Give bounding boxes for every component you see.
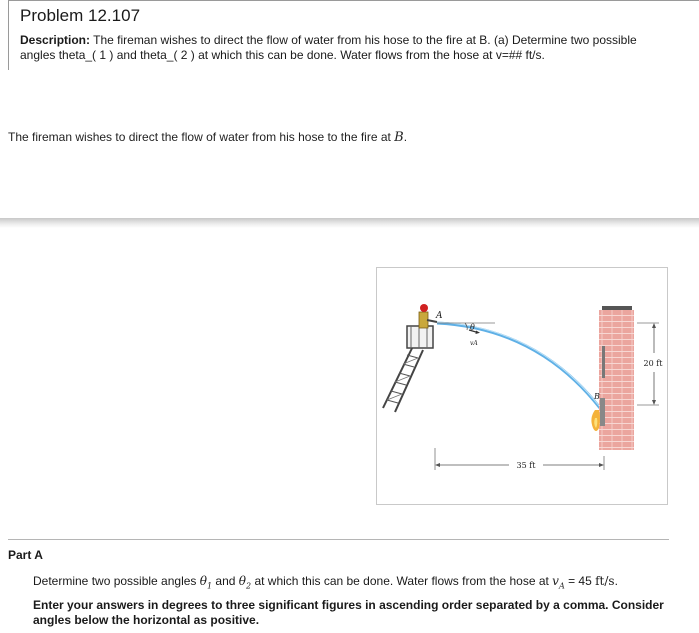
velocity-subscript: A [558,581,565,591]
section-divider [0,218,699,228]
velocity-letter: v [552,574,559,588]
intro-text: The fireman wishes to direct the flow of water from his hose to the fire at [8,130,395,144]
description-label: Description: [20,33,91,47]
part-a-heading: Part A [8,548,43,562]
velocity-value: = 45 [564,574,596,588]
q1-text-start: Determine two possible angles [33,574,200,588]
theta2-letter: θ [238,574,247,588]
problem-figure [376,267,668,505]
part-a-question [33,574,618,590]
q1-end: . [614,574,618,588]
problem-intro [8,130,407,145]
brick-wall [599,306,634,450]
theta1-symbol [199,574,213,591]
water-stream [437,322,600,408]
part-divider [8,539,669,540]
label-b: B [594,392,600,401]
header-border-top [8,0,699,1]
label-theta: θ [470,323,475,332]
header-border-left [8,0,9,70]
description-text: The fireman wishes to direct the flow of water from his hose to the fire at B. (a) Determine two possible angles theta_( 1 ) and theta_( 2 ) at which this can be done. Water flows from the hose at v=## ft/s. [20,33,637,62]
q1-text-middle: at which this can be done. Water flows from the hose at [251,574,553,588]
part-a-instruction: Enter your answers in degrees to three significant figures in ascending order separated by a comma. Consider angles below the horizontal as positive. [33,598,664,627]
velocity-symbol [552,574,565,591]
theta2-symbol [238,574,252,591]
intro-end: . [403,130,408,144]
fireman-basket [407,304,437,348]
intro-point: B [394,130,404,145]
label-35ft: 35 ft [516,461,536,470]
label-a: A [436,311,443,321]
problem-description [20,33,660,63]
theta2-subscript: 2 [246,581,252,591]
velocity-unit: ft/s [595,574,615,588]
theta1-subscript: 1 [207,581,213,591]
problem-title: Problem 12.107 [20,6,141,25]
theta1-letter: θ [199,574,207,588]
ladder-truss [383,342,423,412]
label-20ft: 20 ft [643,359,663,368]
q1-and: and [212,574,239,588]
label-va: vA [470,340,478,347]
fire [591,410,600,431]
fireman-diagram [377,268,667,504]
